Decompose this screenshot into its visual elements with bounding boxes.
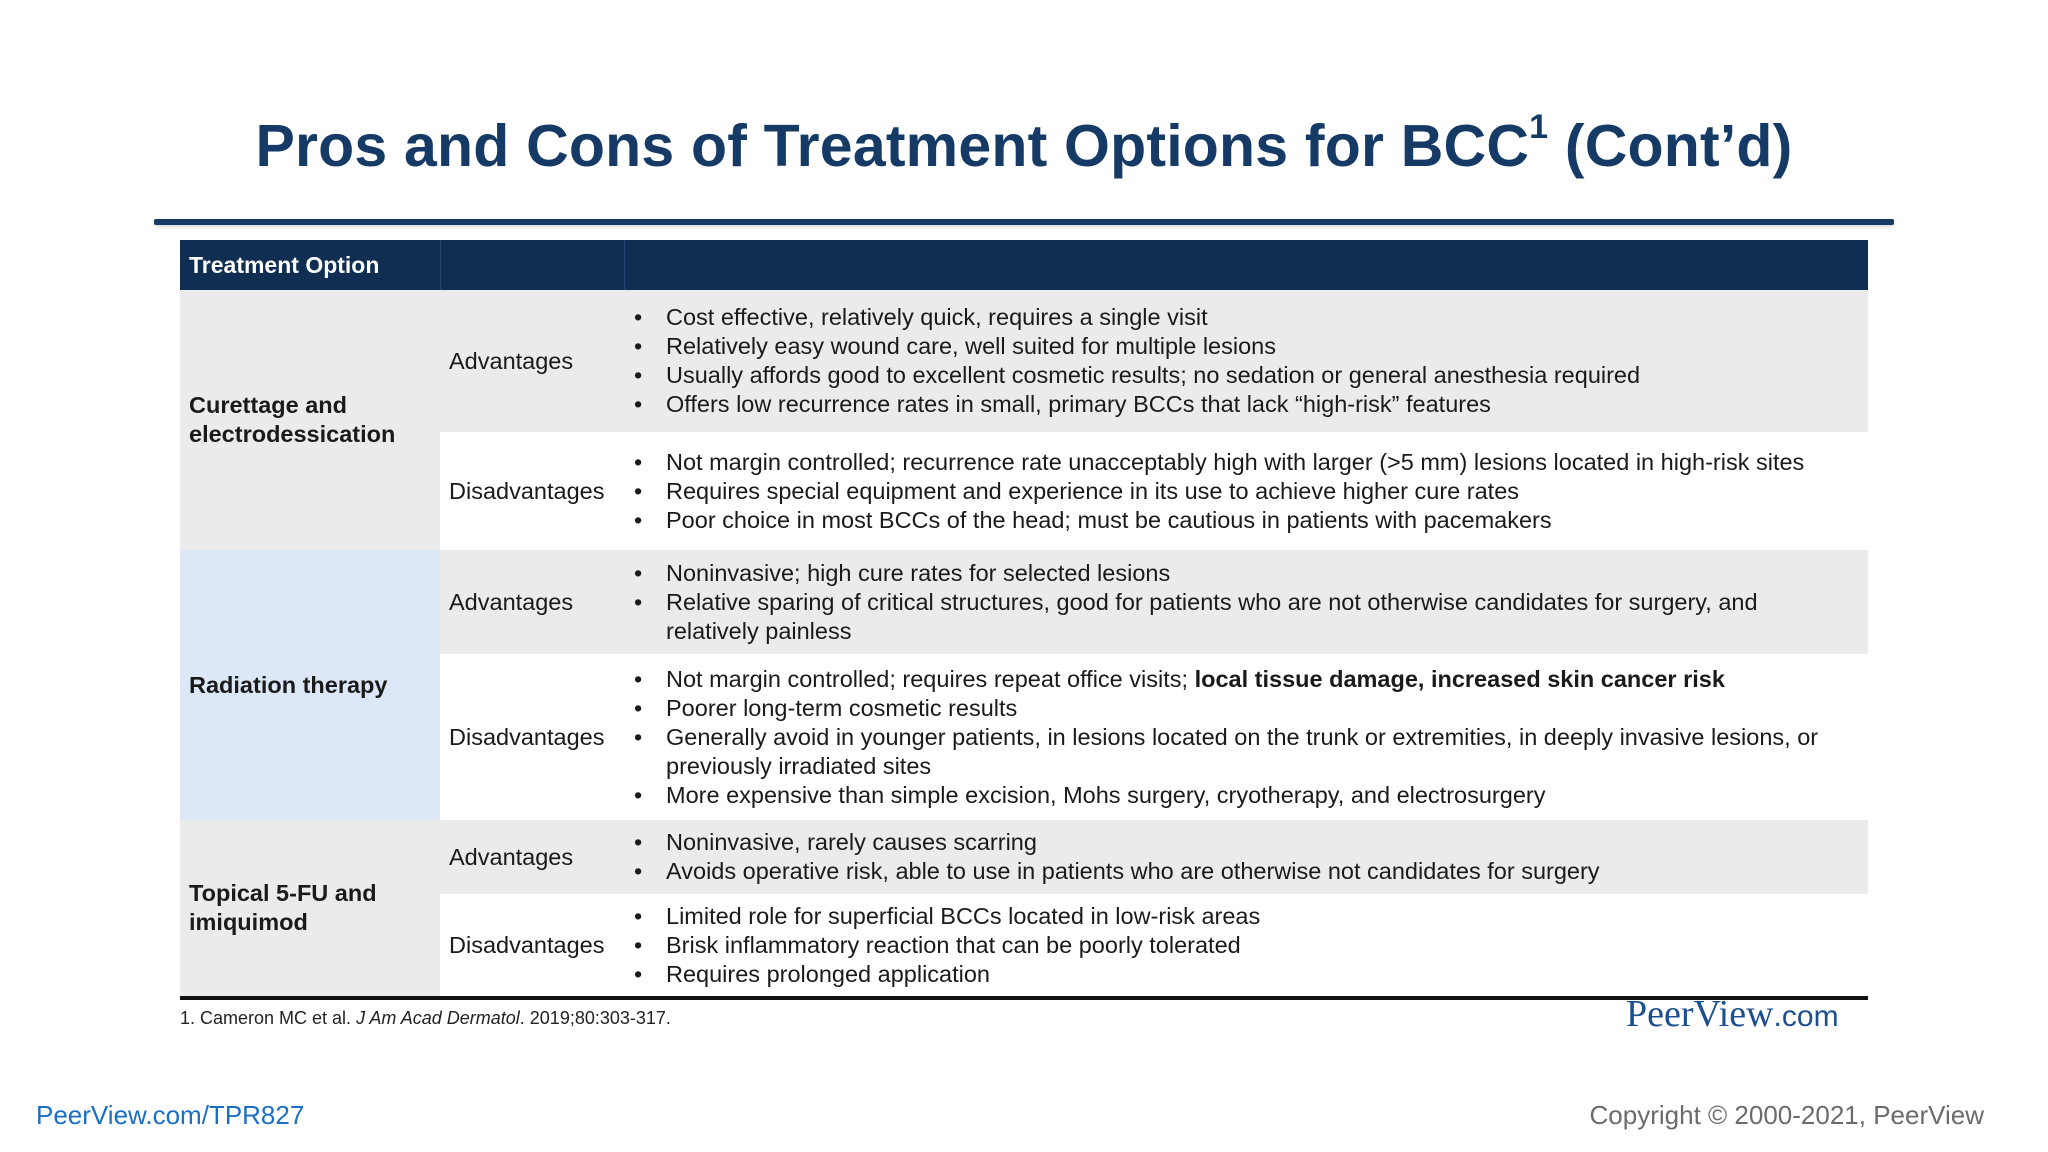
list-item-text: Noninvasive; high cure rates for selected lesions [666, 559, 1171, 586]
treatment-table [180, 240, 1868, 996]
list-item-text: Poor choice in most BCCs of the head; must be cautious in patients with pacemakers [666, 506, 1552, 533]
advantages-label: Advantages [440, 290, 624, 432]
list-item-text: Requires prolonged application [666, 960, 990, 987]
table-row [180, 290, 1868, 432]
bullet: • [634, 362, 643, 388]
list-item [624, 902, 1868, 931]
footer-link[interactable]: PeerView.com/TPR827 [36, 1100, 305, 1130]
advantages-label: Advantages [440, 550, 624, 654]
disadvantages-label: Disadvantages [440, 432, 624, 550]
list-item [624, 506, 1868, 535]
citation [180, 1008, 671, 1029]
citation-journal: J Am Acad Dermatol [356, 1008, 520, 1028]
treatment-option-cell: Topical 5-FU and imiquimod [180, 820, 440, 996]
list-item-text: Brisk inflammatory reaction that can be poorly tolerated [666, 931, 1241, 958]
advantages-list-cell [624, 290, 1868, 432]
list-item-text: More expensive than simple excision, Mohs surgery, cryotherapy, and electrosurgery [666, 781, 1546, 808]
list-item [624, 361, 1868, 390]
slide-title [0, 108, 2048, 180]
table-row [180, 550, 1868, 654]
list-item [624, 781, 1868, 810]
list-item [624, 931, 1868, 960]
table-row [180, 820, 1868, 894]
title-superscript: 1 [1529, 108, 1549, 146]
advantages-label: Advantages [440, 820, 624, 894]
bullet: • [634, 960, 643, 987]
bullet: • [634, 333, 643, 359]
disadvantages-list [624, 902, 1868, 989]
disadvantages-list [624, 665, 1868, 810]
bullet: • [634, 694, 643, 721]
bullet: • [634, 931, 643, 958]
bullet: • [634, 781, 643, 808]
list-item-text: Relative sparing of critical structures, good for patients who are not otherwise candidates for surgery, and relatively painless [666, 588, 1758, 644]
list-item-emphasis: local tissue damage, increased skin cancer risk [1194, 665, 1725, 692]
table-bottom-rule [180, 996, 1868, 1000]
list-item [624, 665, 1868, 694]
disadvantages-label: Disadvantages [440, 654, 624, 820]
advantages-list-cell [624, 820, 1868, 894]
bullet: • [634, 829, 643, 855]
header-treatment-option: Treatment Option [180, 240, 440, 290]
advantages-list [624, 828, 1868, 886]
list-item [624, 857, 1868, 886]
citation-suffix: . 2019;80:303-317. [519, 1008, 671, 1028]
bullet: • [634, 723, 643, 750]
advantages-list-cell [624, 550, 1868, 654]
advantages-list [624, 303, 1868, 419]
citation-prefix: 1. Cameron MC et al. [180, 1008, 357, 1028]
bullet: • [634, 477, 643, 504]
treatment-option-cell: Curettage and electrodessication [180, 290, 440, 550]
list-item-text: Usually affords good to excellent cosmetic results; no sedation or general anesthesia required [666, 362, 1641, 388]
list-item [624, 960, 1868, 989]
bullet: • [634, 506, 643, 533]
list-item [624, 448, 1868, 477]
header-details [624, 240, 1868, 290]
bullet: • [634, 304, 643, 330]
bullet: • [634, 858, 643, 884]
slide-title-text: Pros and Cons of Treatment Options for BCC [255, 113, 1530, 179]
treatment-option-cell: Radiation therapy [180, 550, 440, 820]
bullet: • [634, 448, 643, 475]
slide-title-suffix: (Cont’d) [1548, 113, 1793, 179]
disadvantages-list-cell [624, 654, 1868, 820]
copyright-text: Copyright © 2000-2021, PeerView [1589, 1100, 1984, 1130]
disadvantages-list [624, 448, 1868, 535]
list-item-text: Poorer long-term cosmetic results [666, 694, 1018, 721]
disadvantages-list-cell [624, 432, 1868, 550]
bullet: • [634, 559, 643, 586]
header-type [440, 240, 624, 290]
list-item [624, 332, 1868, 361]
peerview-logo [1626, 992, 1839, 1036]
list-item-text: Not margin controlled; recurrence rate unacceptably high with larger (>5 mm) lesions located in high-risk sites [666, 448, 1805, 475]
list-item-text: Cost effective, relatively quick, requires a single visit [666, 304, 1208, 330]
logo-name: PeerView [1626, 993, 1774, 1035]
list-item [624, 694, 1868, 723]
list-item-text: Noninvasive, rarely causes scarring [666, 829, 1037, 855]
list-item-text: Requires special equipment and experience in its use to achieve higher cure rates [666, 477, 1520, 504]
list-item [624, 303, 1868, 332]
treatment-table-container [180, 240, 1868, 996]
list-item [624, 559, 1868, 588]
disadvantages-label: Disadvantages [440, 894, 624, 996]
bullet: • [634, 588, 643, 615]
logo-domain: .com [1773, 1000, 1839, 1033]
list-item [624, 588, 1868, 646]
advantages-list [624, 559, 1868, 646]
list-item-text: Generally avoid in younger patients, in lesions located on the trunk or extremities, in deeply invasive lesions, or previously irradiated sites [666, 723, 1819, 779]
list-item-text: Offers low recurrence rates in small, primary BCCs that lack “high-risk” features [666, 391, 1491, 417]
list-item-text: Not margin controlled; requires repeat office visits; [666, 665, 1195, 692]
bullet: • [634, 665, 643, 692]
list-item-text: Avoids operative risk, able to use in patients who are otherwise not candidates for surgery [666, 858, 1600, 884]
list-item [624, 477, 1868, 506]
bullet: • [634, 902, 643, 929]
list-item [624, 828, 1868, 857]
list-item-text: Limited role for superficial BCCs located in low-risk areas [666, 902, 1261, 929]
list-item [624, 390, 1868, 419]
bullet: • [634, 391, 643, 417]
table-header-row [180, 240, 1868, 290]
title-divider [154, 219, 1894, 225]
list-item-text: Relatively easy wound care, well suited for multiple lesions [666, 333, 1276, 359]
list-item [624, 723, 1868, 781]
disadvantages-list-cell [624, 894, 1868, 996]
